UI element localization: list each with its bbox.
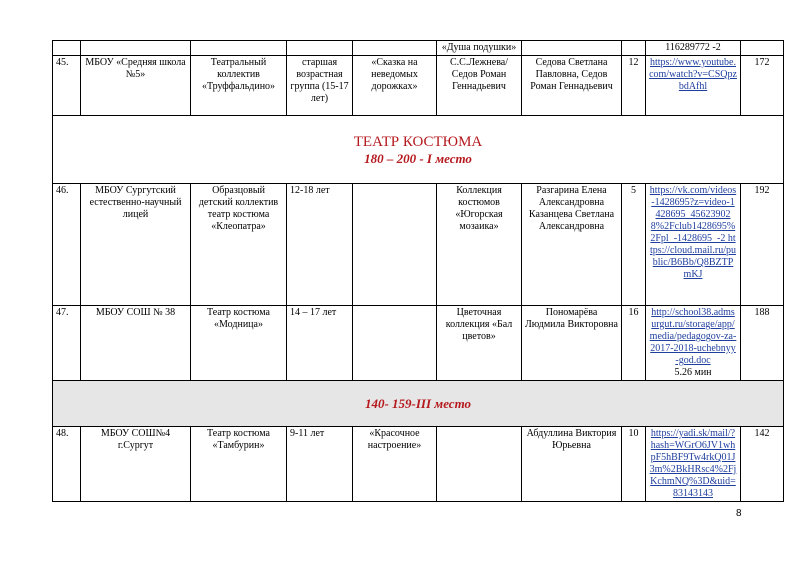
row-number: 46. [53,184,81,306]
page-number: 8 [736,508,742,519]
age-group: 14 – 17 лет [287,306,353,381]
material-link[interactable]: https://yadi.sk/mail/?hash=WGrO6JV1whpF5hBF9Tw4rkQ01J3m%2BkHRsc4%2FjKchmNQ%3D&uid=83143143 [649,428,737,499]
performance-title [353,306,437,381]
row-number: 48. [53,427,81,502]
score: 142 [741,427,784,502]
score: 192 [741,184,784,306]
section-subtitle: 140- 159-III место [364,395,472,411]
leader: Разгарина Елена Александровна Казанцева Светлана Александровна [522,184,622,306]
table-cell: 116289772 -2 [646,41,741,56]
leader: Пономарёва Людмила Викторовна [522,306,622,381]
duration-note: 5.26 мин [674,367,712,378]
participant-count: 16 [622,306,646,381]
participant-count: 12 [622,56,646,116]
collective: Театр костюма «Модница» [191,306,287,381]
table-row [53,427,784,502]
leader: Абдуллина Виктория Юрьевна [522,427,622,502]
score: 188 [741,306,784,381]
organization: МБОУ «Средняя школа №5» [81,56,191,116]
performance-title: «Красочное настроение» [353,427,437,502]
section-title: ТЕАТР КОСТЮМА [353,133,483,150]
work-author: С.С.Лежнева/ Седов Роман Геннадьевич [437,56,522,116]
collective: Театральный коллектив «Труффальдино» [191,56,287,116]
age-group: старшая возрастная группа (15-17 лет) [287,56,353,116]
work-author: Цветочная коллекция «Бал цветов» [437,306,522,381]
table-row [53,306,784,381]
organization: МБОУ Сургутский естественно-научный лицей [81,184,191,306]
video-link[interactable]: https://vk.com/videos-1428695?z=video-1428695_456239028%2Fclub1428695%2Fpl_-1428695_-2 https://cloud.mail.ru/public/B6Bb/Q8BZTPmKJ [649,185,737,280]
age-group: 9-11 лет [287,427,353,502]
work-author [437,427,522,502]
section-subtitle: 180 – 200 - I место [364,150,472,166]
results-table [52,40,784,502]
organization: МБОУ СОШ № 38 [81,306,191,381]
table-cell: «Душа подушки» [437,41,522,56]
age-group: 12-18 лет [287,184,353,306]
table-row [53,184,784,306]
performance-title: «Сказка на неведомых дорожках» [353,56,437,116]
participant-count: 10 [622,427,646,502]
leader: Седова Светлана Павловна, Седов Роман Геннадьевич [522,56,622,116]
video-link[interactable]: https://www.youtube.com/watch?v=CSQpzbdAfhl [649,57,737,92]
row-number: 47. [53,306,81,381]
table-row [53,56,784,116]
collective: Театр костюма «Тамбурин» [191,427,287,502]
row-number: 45. [53,56,81,116]
collective: Образцовый детский коллектив театр костюма «Клеопатра» [191,184,287,306]
table-row [53,41,784,56]
performance-title [353,184,437,306]
participant-count: 5 [622,184,646,306]
material-link[interactable]: http://school38.admsurgut.ru/storage/app/media/pedagogov-za-2017-2018-uchebnyy-god.doc [649,307,737,366]
section-header [53,116,784,184]
organization: МБОУ СОШ№4 г.Сургут [81,427,191,502]
score: 172 [741,56,784,116]
work-author: Коллекция костюмов «Югорская мозаика» [437,184,522,306]
section-header [53,381,784,427]
